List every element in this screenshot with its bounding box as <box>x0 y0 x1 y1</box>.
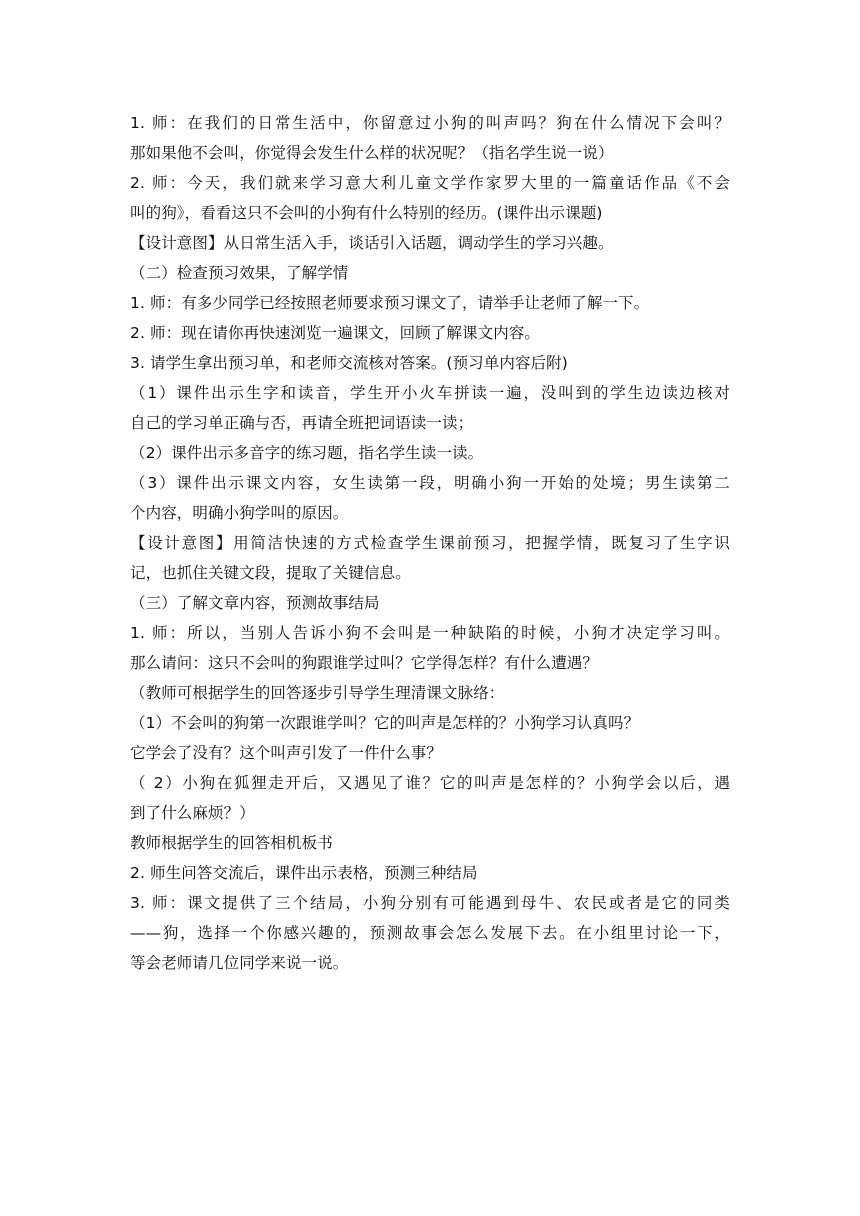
text-line: 自己的学习单正确与否，再请全班把词语读一读； <box>130 414 474 432</box>
text-line: （二）检查预习效果，了解学情 <box>130 264 349 282</box>
text-line: 那如果他不会叫，你觉得会发生什么样的状况呢？（指名学生说一说） <box>130 144 614 162</box>
text-line: 到了什么麻烦？） <box>130 804 255 822</box>
text-line: 2. 师：现在请你再快速浏览一遍课文，回顾了解课文内容。 <box>130 324 541 342</box>
text-line: 它学会了没有？这个叫声引发了一件什么事？ <box>130 744 443 762</box>
text-line: （教师可根据学生的回答逐步引导学生理清课文脉络： <box>130 684 505 702</box>
text-line: 个内容，明确小狗学叫的原因。 <box>130 504 349 522</box>
text-line: 记，也抓住关键文段，提取了关键信息。 <box>130 564 411 582</box>
text-line: 3. 师：课文提供了三个结局，小狗分别有可能遇到母牛、农民或者是它的同类 <box>130 894 730 912</box>
text-line: 3. 请学生拿出预习单，和老师交流核对答案。(预习单内容后附) <box>130 354 568 372</box>
text-line: （1）不会叫的狗第一次跟谁学叫？它的叫声是怎样的？小狗学习认真吗？ <box>130 714 640 732</box>
text-line: 1. 师：在我们的日常生活中，你留意过小狗的叫声吗？狗在什么情况下会叫？ <box>130 114 730 132</box>
text-line: （2）课件出示多音字的练习题，指名学生读一读。 <box>130 444 484 462</box>
text-line: 【设计意图】从日常生活入手，谈话引入话题，调动学生的学习兴趣。 <box>130 234 614 252</box>
text-line: 1. 师：有多少同学已经按照老师要求预习课文了，请举手让老师了解一下。 <box>130 294 650 312</box>
text-line: 教师根据学生的回答相机板书 <box>130 834 333 852</box>
text-line: 1. 师：所以，当别人告诉小狗不会叫是一种缺陷的时候，小狗才决定学习叫。 <box>130 624 730 642</box>
text-line: （三）了解文章内容，预测故事结局 <box>130 594 380 612</box>
text-line: 那么请问：这只不会叫的狗跟谁学过叫？它学得怎样？有什么遭遇？ <box>130 654 599 672</box>
text-line: （ 2）小狗在狐狸走开后，又遇见了谁？它的叫声是怎样的？小狗学会以后，遇 <box>130 774 730 792</box>
document-body <box>130 112 730 982</box>
text-line: 【设计意图】用简洁快速的方式检查学生课前预习，把握学情，既复习了生字识 <box>130 534 730 552</box>
text-line: 等会老师请几位同学来说一说。 <box>130 954 349 972</box>
text-line: 2. 师：今天，我们就来学习意大利儿童文学作家罗大里的一篇童话作品《不会 <box>130 174 730 192</box>
text-line: 叫的狗》，看看这只不会叫的小狗有什么特别的经历。(课件出示课题) <box>130 204 603 222</box>
text-line: 2. 师生问答交流后，课件出示表格，预测三种结局 <box>130 864 478 882</box>
text-line: （3）课件出示课文内容，女生读第一段，明确小狗一开始的处境；男生读第二 <box>130 474 730 492</box>
text-line: （1）课件出示生字和读音，学生开小火车拼读一遍，没叫到的学生边读边核对 <box>130 384 730 402</box>
text-line: ——狗，选择一个你感兴趣的，预测故事会怎么发展下去。在小组里讨论一下， <box>130 924 730 942</box>
